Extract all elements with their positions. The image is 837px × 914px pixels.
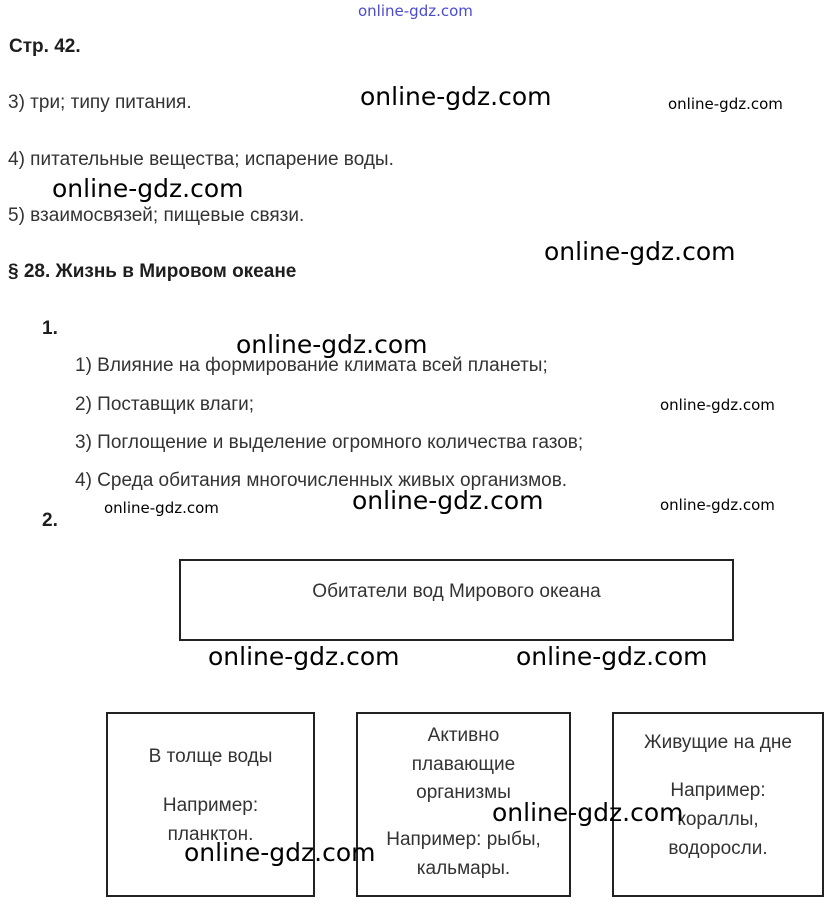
watermark: online-gdz.com (236, 330, 428, 359)
box-example: планктон. (167, 824, 254, 845)
box-example-label: Например: (670, 780, 766, 801)
box-title: Живущие на дне (644, 732, 792, 753)
box-title: В толще воды (148, 746, 273, 767)
diagram-box-water-column (106, 712, 315, 897)
watermark: online-gdz.com (660, 496, 775, 514)
watermark: online-gdz.com (360, 82, 552, 111)
box-title-line: плавающие (411, 754, 516, 775)
watermark: online-gdz.com (660, 396, 775, 414)
box-example-line: кальмары. (416, 858, 511, 879)
watermark: online-gdz.com (52, 174, 244, 203)
diagram-root-label: Обитатели вод Мирового океана (312, 581, 601, 602)
task-1-number: 1. (42, 318, 58, 339)
task-1-item: 3) Поглощение и выделение огромного количества газов; (75, 432, 584, 453)
task-1-item: 1) Влияние на формирование климата всей планеты; (75, 355, 548, 376)
answer-4: 4) питательные вещества; испарение воды. (8, 149, 394, 170)
watermark: online-gdz.com (544, 237, 736, 266)
box-example-label: Например: (162, 795, 259, 816)
watermark-top: online-gdz.com (358, 2, 473, 20)
watermark: online-gdz.com (516, 642, 708, 671)
box-example-line: Например: рыбы, (386, 829, 541, 850)
watermark: online-gdz.com (184, 838, 376, 867)
diagram-root-box (179, 559, 734, 641)
watermark: online-gdz.com (352, 486, 544, 515)
answer-5: 5) взаимосвязей; пищевые связи. (8, 205, 305, 226)
section-title: § 28. Жизнь в Мировом океане (8, 261, 297, 282)
watermark: online-gdz.com (208, 642, 400, 671)
box-example-line: водоросли. (668, 838, 768, 859)
answer-3: 3) три; типу питания. (8, 92, 192, 113)
task-1-item: 4) Среда обитания многочисленных живых организмов. (75, 470, 568, 491)
box-title-line: организмы (416, 782, 511, 803)
page-title: Стр. 42. (9, 36, 81, 57)
watermark: online-gdz.com (668, 95, 783, 113)
task-1-item: 2) Поставщик влаги; (75, 394, 255, 415)
watermark: online-gdz.com (492, 798, 684, 827)
task-2-number: 2. (42, 510, 58, 531)
box-example-line: кораллы, (677, 809, 759, 830)
box-title-line: Активно (427, 725, 500, 746)
watermark: online-gdz.com (104, 499, 219, 517)
